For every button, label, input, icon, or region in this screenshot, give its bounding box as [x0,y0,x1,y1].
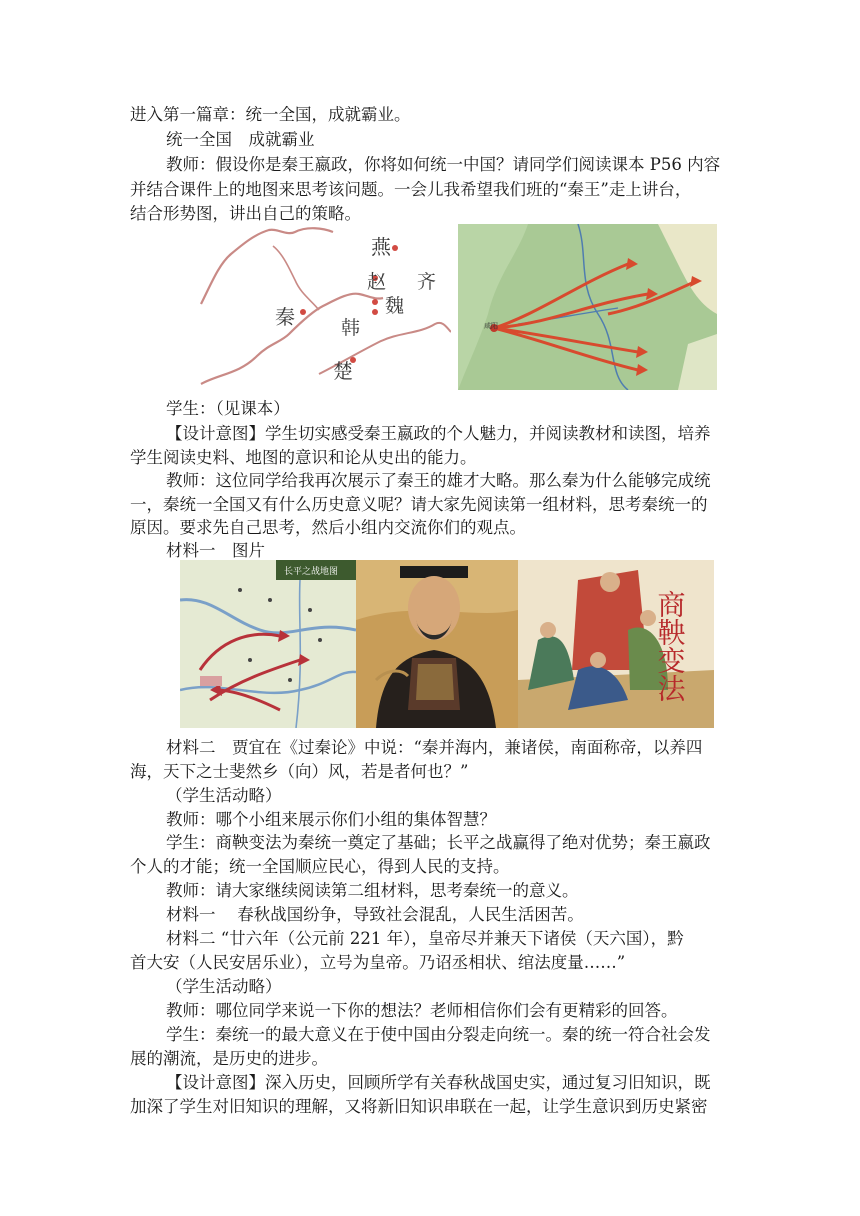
text-line: 学生：秦统一的最大意义在于使中国由分裂走向统一。秦的统一符合社会发 [166,1025,711,1044]
map-state-label: 秦 [275,305,295,329]
text-line: 展的潮流，是历史的进步。 [130,1049,328,1068]
warring-states-map [199,224,451,390]
qin-shihuang-portrait [356,560,518,728]
map-state-label: 魏 [385,295,405,317]
text-line: 学生：（见课本） [166,399,290,418]
text-line: 首大安（人民安居乐业），立号为皇帝。乃诏丞相状、绾法度量……” [130,953,626,972]
map-state-label: 赵 [367,271,387,293]
shang-yang-reform-painting [518,560,714,728]
text-line: 【设计意图】深入历史，回顾所学有关春秋战国史实，通过复习旧知识，既 [166,1073,711,1092]
map-title: 长平之战地图 [284,567,339,577]
map-state-label: 齐 [417,271,437,293]
text-line: 一，秦统一全国又有什么历史意义呢？请大家先阅读第一组材料，思考秦统一的 [130,495,708,514]
text-line: 教师：假设你是秦王嬴政，你将如何统一中国？请同学们阅读课本 P56 内容 [166,155,721,174]
map-state-label: 楚 [333,359,353,383]
changping-battle-map [180,560,356,728]
text-line: 教师：哪个小组来展示你们小组的集体智慧？ [166,810,496,829]
text-line: 材料一 春秋战国纷争，导致社会混乱，人民生活困苦。 [166,905,584,924]
text-line: 教师：请大家继续阅读第二组材料，思考秦统一的意义。 [166,881,579,900]
text-line: 加深了学生对旧知识的理解，又将新旧知识串联在一起，让学生意识到历史紧密 [130,1097,708,1116]
map-state-label: 韩 [341,317,361,339]
text-line: 个人的才能；统一全国顺应民心，得到人民的支持。 [130,857,510,876]
painting-title: 商鞅变法 [653,590,687,702]
text-line: 进入第一篇章：统一全国，成就霸业。 [130,105,411,124]
text-line: 教师：这位同学给我再次展示了秦王的雄才大略。那么秦为什么能够完成统 [166,471,711,490]
map-state-label: 燕 [371,235,391,259]
text-line: 学生：商鞅变法为秦统一奠定了基础；长平之战赢得了绝对优势；秦王嬴政 [166,833,711,852]
text-line: （学生活动略） [166,977,282,996]
text-line: 材料二 贾宜在《过秦论》中说：“秦并海内，兼诸侯，南面称帝，以养四 [166,738,703,757]
section-heading: 统一全国 成就霸业 [166,130,315,149]
text-line: 教师：哪位同学来说一下你的想法？老师相信你们会有更精彩的回答。 [166,1001,678,1020]
svg-text:咸阳: 咸阳 [484,322,498,330]
text-line: 学生阅读史料、地图的意识和论从史出的能力。 [130,448,477,467]
text-line: 原因。要求先自己思考，然后小组内交流你们的观点。 [130,518,526,537]
text-line: （学生活动略） [166,786,282,805]
qin-unification-campaign-map [458,224,717,390]
text-line: 海，天下之士斐然乡（向）风，若是者何也？” [130,762,469,781]
text-line: 材料一 图片 [166,541,265,560]
text-line: 结合形势图，讲出自己的策略。 [130,204,361,223]
text-line: 【设计意图】学生切实感受秦王嬴政的个人魅力，并阅读教材和读图，培养 [166,424,711,443]
text-line: 并结合课件上的地图来思考该问题。一会儿我希望我们班的“秦王”走上讲台， [130,180,692,199]
text-line: 材料二 “廿六年（公元前 221 年），皇帝尽并兼天下诸侯（天六国），黔 [166,929,684,948]
